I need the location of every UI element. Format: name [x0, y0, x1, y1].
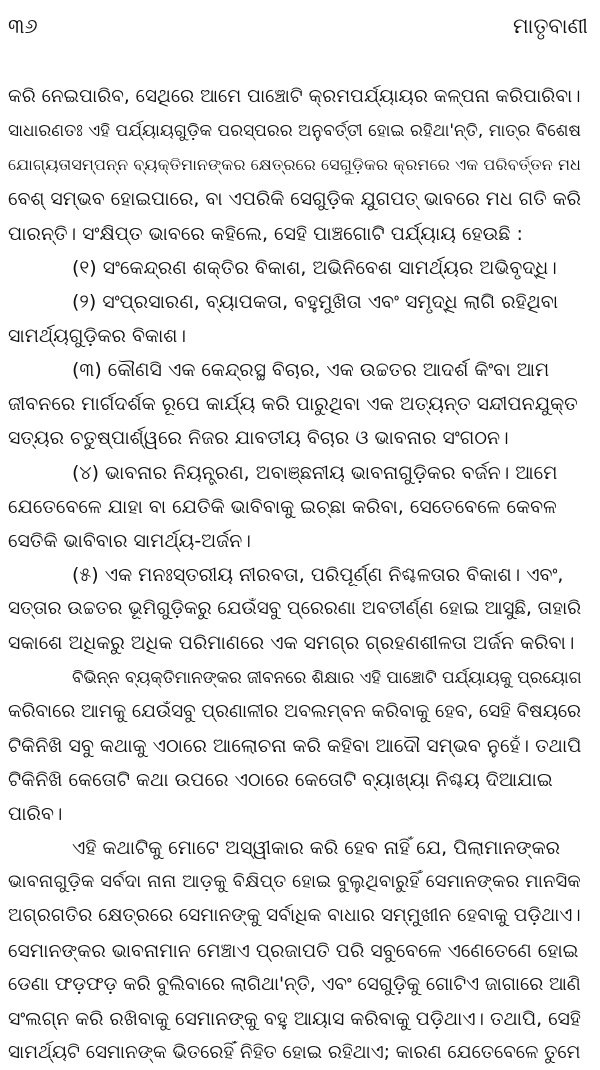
text-line-content: ଟିକିନିଖି କେତୋଟି କଥା ଉପରେ ଏଠାରେ କେତୋଟି ବ୍ୟାଖ୍ୟା ନିଶ୍ଚୟ ଦିଆଯାଇ — [8, 768, 553, 791]
text-line — [8, 490, 584, 524]
text-line — [8, 524, 584, 558]
text-line-content: ଯେତେବେଳେ ଯାହା ବା ଯେତିକି ଭାବିବାକୁ ଇଚ୍ଛା କରିବା, ସେତେବେଳେ କେବଳ — [8, 495, 557, 518]
text-line — [8, 865, 584, 899]
body-text — [8, 80, 584, 1070]
text-line-content: ସାମର୍ଥ୍ୟଗୁଡ଼ିକର ବିକାଶ। — [8, 324, 186, 347]
text-line-content: ଡେଣା ଫଡ଼ଫଡ଼ କରି ବୁଲିବାରେ ଲାଗିଥା'ନ୍ତି, ଏବଂ ସେଗୁଡ଼ିକୁ ଗୋଟିଏ ଜାଗାରେ ଆଣି — [8, 973, 581, 995]
text-line — [8, 148, 584, 182]
text-line — [8, 319, 584, 353]
text-line-content: ଜୀବନରେ ମାର୍ଗଦର୍ଶକ ରୂପେ କାର୍ଯ୍ୟ କରି ପାରୁଥିବା ଏକ ଅତ୍ୟନ୍ତ ସନ୍ଦୀପନଯୁକ୍ତ — [8, 393, 578, 416]
text-line-content: ସେତିକି ଭାବିବାର ସାମର୍ଥ୍ୟ-ଅର୍ଜନ। — [8, 529, 251, 552]
text-line — [8, 182, 584, 216]
text-line-content: ବିଭିନ୍ନ ବ୍ୟକ୍ତିମାନଙ୍କର ଜୀବନରେ ଶିକ୍ଷାର ଏହି ପାଞ୍ଚୋଟି ପର୍ଯ୍ୟାୟକୁ ପ୍ରୟୋଗ — [72, 667, 582, 688]
text-line-content: ସତ୍ୟର ଚତୁଷ୍ପାର୍ଶ୍ୱରେ ନିଜର ଯାବତୀୟ ବିଚାର ଓ ଭାବନାର ସଂଗଠନ। — [8, 427, 509, 450]
page-number: ୩୬ — [8, 14, 38, 38]
text-line-content: (୨) ସଂପ୍ରସାରଣ, ବ୍ୟାପକତା, ବହୁମୁଖିତା ଏବଂ ସମୃଦ୍ଧି ଲାଗି ରହିଥିବା — [72, 290, 559, 313]
text-line — [8, 558, 584, 592]
text-line-content: (୧) ସଂକେନ୍ଦ୍ରଣ ଶକ୍ତିର ବିକାଶ, ଅଭିନିବେଶ ସାମର୍ଥ୍ୟର ଅଭିବୃଦ୍ଧି। — [72, 256, 557, 279]
text-line-content: (୪) ଭାବନାର ନିୟନ୍ତ୍ରଣ, ଅବାଞ୍ଛନୀୟ ଭାବନାଗୁଡ଼ିକର ବର୍ଜନ। ଆମେ — [72, 461, 558, 484]
text-line — [8, 285, 584, 319]
text-line-content: ସେମାନଙ୍କର ଭାବନାମାନ ମେଞ୍ଚାଏ ପ୍ରଜାପତି ପରି ସବୁବେଳେ ଏଣେତେଣେ ହୋଇ — [8, 939, 579, 962]
text-line-content: କରି ନେଇପାରିବ, ସେଥିରେ ଆମେ ପାଞ୍ଚୋଟି କ୍ରମପର୍ଯ୍ୟାୟର କଳ୍ପନା କରିପାରିବା। — [8, 86, 581, 107]
text-line — [8, 660, 584, 694]
text-line-content: ସତ୍ତାର ଉଚ୍ଚତର ଭୂମିଗୁଡ଼ିକରୁ ଯେଉଁସବୁ ପ୍ରେରଣା ଅବତୀର୍ଣ୍ଣ ହୋଇ ଆସୁଛି, ତାହାରି — [8, 598, 582, 620]
text-line — [8, 114, 584, 148]
text-line-content: ସଂଲଗ୍ନ କରି ରଖିବାକୁ ସେମାନଙ୍କୁ ବହୁ ଆୟାସ କରିବାକୁ ପଡ଼ିଥାଏ। ତଥାପି, ସେହି — [8, 1007, 581, 1030]
text-line-content: ଟିକିନିଖି ସବୁ କଥାକୁ ଏଠାରେ ଆଲୋଚନା କରି କହିବା ଆଦୌ ସମ୍ଭବ ନୁହେଁ। ତଥାପି — [8, 734, 582, 757]
text-line-content: ପାରନ୍ତି। ସଂକ୍ଷିପ୍ତ ଭାବରେ କହିଲେ, ସେହି ପାଞ୍ଚଗୋଟି ପର୍ଯ୍ୟାୟ ହେଉଛି : — [8, 222, 523, 245]
text-line-content: କରିବାରେ ଆମକୁ ଯେଉଁସବୁ ପ୍ରଣାଳୀର ଅବଲମ୍ବନ କରିବାକୁ ହେବ, ସେହି ବିଷୟରେ — [8, 700, 581, 722]
text-line-content: (୩) କୌଣସି ଏକ କେନ୍ଦ୍ରସ୍ଥ ବିଚାର, ଏକ ଉଚ୍ଚତର ଆଦର୍ଶ କିଂବା ଆମ — [72, 359, 550, 382]
text-line-content: ସାଧାରଣତଃ ଏହି ପର୍ଯ୍ୟାୟଗୁଡ଼ିକ ପରସ୍ପରର ଅନୁବର୍ତ୍ତୀ ହୋଇ ରହିଥା'ନ୍ତି, ମାତ୍ର ବିଶେଷ — [8, 121, 581, 142]
text-line — [8, 899, 584, 933]
text-line — [8, 695, 584, 729]
running-title: ମାତୃବାଣୀ — [512, 14, 588, 38]
text-line-content: ଏହି କଥାଟିକୁ ମୋଟେ ଅସ୍ୱୀକାର କରି ହେବ ନାହିଁ ଯେ, ପିଲାମାନଙ୍କର — [72, 837, 561, 860]
text-line — [8, 831, 584, 865]
text-line — [8, 217, 584, 251]
text-line — [8, 797, 584, 831]
text-line — [8, 1002, 584, 1036]
text-line — [8, 353, 584, 387]
text-line-content: ପାରିବ। — [8, 802, 63, 825]
text-line — [8, 968, 584, 1002]
text-line — [8, 1036, 584, 1070]
text-line — [8, 934, 584, 968]
text-line-content: ବେଶ୍ ସମ୍ଭବ ହୋଇପାରେ, ବା ଏପରିକି ସେଗୁଡ଼ିକ ଯୁଗପତ୍ ଭାବରେ ମଧ ଗତି କରି — [8, 188, 581, 211]
text-line — [8, 456, 584, 490]
page-header — [0, 12, 600, 44]
text-line — [8, 251, 584, 285]
text-line-content: ସାମର୍ଥ୍ୟଟି ସେମାନଙ୍କ ଭିତରେହିଁ ନିହିତ ହୋଇ ରହିଥାଏ; କାରଣ ଯେତେବେଳେ ତୁମେ — [8, 1041, 581, 1063]
text-line-content: (୫) ଏକ ମନଃସ୍ତରୀୟ ନୀରବତା, ପରିପୂର୍ଣ୍ଣ ନିଶ୍ଚଳତାର ବିକାଶ। ଏବଂ, — [72, 563, 564, 586]
text-line — [8, 763, 584, 797]
text-line — [8, 80, 584, 114]
text-line — [8, 729, 584, 763]
text-line-content: ସକାଶେ ଅଧିକରୁ ଅଧିକ ପରିମାଣରେ ଏକ ସମଗ୍ର ଗ୍ରହଣଶୀଳତା ଅର୍ଜନ କରିବା। — [8, 632, 575, 655]
text-line-content: ଅଗ୍ରଗତିର କ୍ଷେତ୍ରରେ ସେମାନଙ୍କୁ ସର୍ବାଧିକ ବାଧାର ସମ୍ମୁଖୀନ ହେବାକୁ ପଡ଼ିଥାଏ। — [8, 905, 581, 927]
text-line-content: ଭାବନାଗୁଡ଼ିକ ସର୍ବଦା ନାନା ଆଡ଼କୁ ବିକ୍ଷିପ୍ତ ହୋଇ ବୁଲୁଥିବାରୁହିଁ ସେମାନଙ୍କର ମାନସିକ — [8, 871, 581, 893]
text-line — [8, 387, 584, 421]
text-line — [8, 592, 584, 626]
text-line — [8, 626, 584, 660]
text-line-content: ଯୋଗ୍ୟତାସମ୍ପନ୍ନ ବ୍ୟକ୍ତିମାନଙ୍କର କ୍ଷେତ୍ରରେ ସେଗୁଡ଼ିକର କ୍ରମରେ ଏକ ପରିବର୍ତ୍ତନ ମଧ — [8, 155, 581, 175]
text-line — [8, 421, 584, 455]
